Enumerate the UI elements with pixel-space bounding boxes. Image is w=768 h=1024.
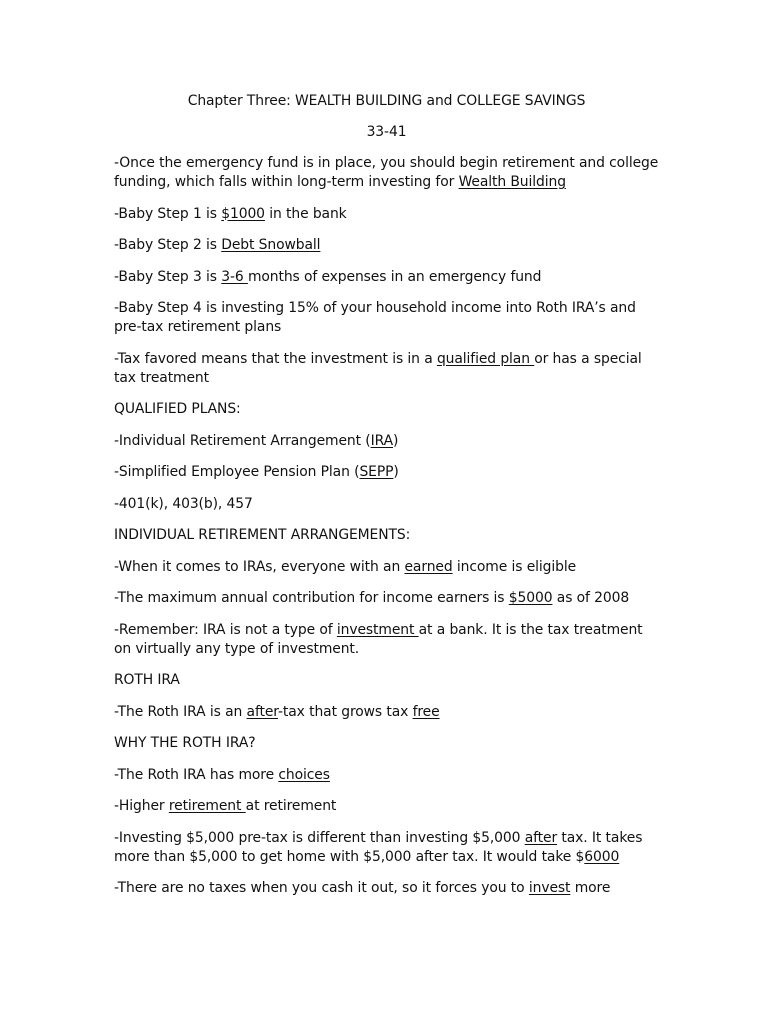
paragraph-text: -Baby Step 3 is — [114, 268, 222, 285]
paragraph-text: ROTH IRA — [114, 672, 180, 688]
paragraph — [114, 734, 659, 753]
paragraph — [114, 463, 659, 482]
underlined-answer: invest — [528, 880, 571, 896]
paragraph — [114, 526, 659, 545]
paragraph-text: ) — [393, 464, 399, 480]
underlined-answer: after — [246, 703, 279, 720]
paragraph — [114, 797, 659, 816]
paragraph-text: more — [570, 880, 611, 896]
paragraph-text: -Simplified Employee Pension Plan ( — [114, 464, 360, 480]
underlined-answer: choices — [278, 766, 330, 783]
underlined-answer: IRA — [370, 432, 393, 449]
paragraph — [114, 154, 659, 192]
paragraph — [114, 236, 659, 255]
paragraph-text: -Tax favored means that the investment is in a — [114, 350, 437, 367]
underlined-answer: retirement — [168, 798, 246, 814]
paragraph-text: or has a special tax treatment — [114, 350, 642, 386]
paragraph-text: -tax that grows tax — [278, 703, 413, 720]
underlined-answer: $5000 — [508, 590, 553, 606]
paragraph — [114, 879, 659, 898]
paragraph-text: INDIVIDUAL RETIREMENT ARRANGEMENTS: — [114, 527, 411, 543]
paragraph-text: ) — [392, 432, 399, 449]
paragraph-text: -Once the emergency fund is in place, you should begin retirement and college funding, which falls within long-term investing for — [114, 155, 659, 190]
underlined-answer: $1000 — [221, 205, 265, 222]
chapter-title: Chapter Three: WEALTH BUILDING and COLLEGE SAVINGS — [187, 93, 586, 109]
underlined-answer: qualified plan — [436, 350, 535, 367]
paragraph — [114, 671, 659, 690]
paragraph-text: -Individual Retirement Arrangement ( — [114, 432, 371, 449]
paragraph-text: WHY THE ROTH IRA? — [114, 735, 256, 751]
paragraph-text: -The Roth IRA has more — [114, 766, 279, 783]
paragraph-text: -Remember: IRA is not a type of — [114, 621, 337, 638]
paragraph-text: -There are no taxes when you cash it out, so it forces you to — [114, 880, 529, 896]
page-range: 33-41 — [366, 124, 407, 140]
paragraph — [114, 205, 659, 224]
paragraph — [114, 299, 659, 337]
paragraph-text: -Higher — [114, 798, 169, 814]
paragraph-text: income is eligible — [452, 558, 577, 575]
paragraph — [114, 766, 659, 785]
paragraph-text: in the bank — [264, 205, 347, 222]
underlined-answer: Debt Snowball — [221, 237, 321, 253]
underlined-answer: earned — [404, 558, 453, 575]
paragraph-text: QUALIFIED PLANS: — [114, 401, 241, 417]
paragraph-text: -Baby Step 4 is investing 15% of your household income into Roth IRA’s and pre-tax retirement plans — [114, 300, 636, 335]
paragraph — [114, 495, 659, 514]
paragraph — [114, 558, 659, 577]
paragraph-text: -Baby Step 1 is — [114, 205, 222, 222]
underlined-answer: free — [412, 703, 440, 720]
paragraph — [114, 589, 659, 608]
paragraph-text: -When it comes to IRAs, everyone with an — [114, 558, 405, 575]
paragraph — [114, 350, 659, 388]
paragraph — [114, 621, 659, 659]
underlined-answer: after — [524, 829, 558, 846]
paragraph — [114, 703, 659, 722]
paragraph-text: at retirement — [245, 798, 337, 814]
paragraph-text: months of expenses in an emergency fund — [247, 268, 542, 285]
underlined-answer: SEPP — [359, 464, 394, 480]
paragraph — [114, 829, 659, 867]
paragraph — [114, 400, 659, 419]
underlined-answer: Wealth Building — [458, 174, 566, 190]
paragraph-text: tax. It takes more than $5,000 to get home with $5,000 after tax. It would take $ — [114, 829, 643, 865]
paragraph-text: -Investing $5,000 pre-tax is different than investing $5,000 — [114, 829, 525, 846]
paragraph-text: -The Roth IRA is an — [114, 703, 247, 720]
underlined-answer: investment — [336, 621, 419, 638]
document-body — [114, 154, 659, 898]
paragraph — [114, 432, 659, 451]
paragraph-text: as of 2008 — [552, 590, 630, 606]
paragraph-text: -The maximum annual contribution for income earners is — [114, 590, 509, 606]
paragraph-text: -401(k), 403(b), 457 — [114, 495, 253, 512]
paragraph-text: at a bank. It is the tax treatment on virtually any type of investment. — [114, 621, 643, 657]
paragraph — [114, 268, 659, 287]
underlined-answer: 3-6 — [221, 268, 248, 285]
paragraph-text: -Baby Step 2 is — [114, 237, 222, 253]
document-page — [114, 92, 659, 911]
underlined-answer: 6000 — [584, 848, 620, 865]
